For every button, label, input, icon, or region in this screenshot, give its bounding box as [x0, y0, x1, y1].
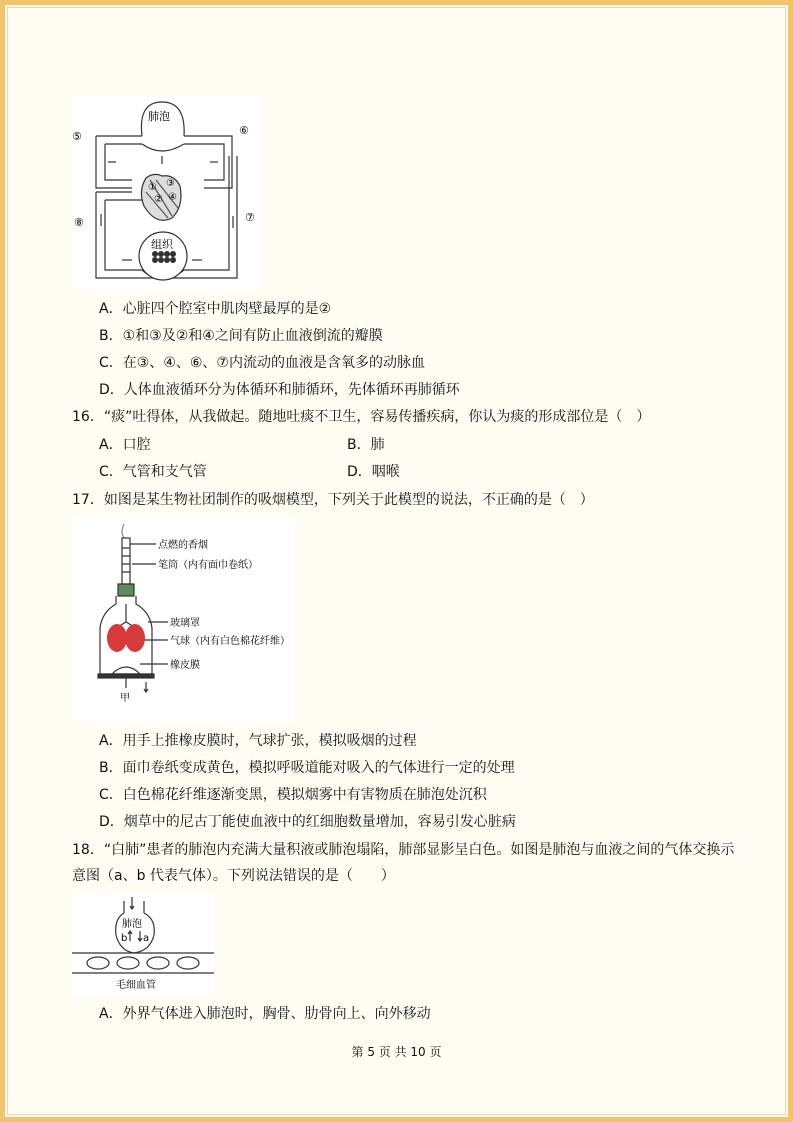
heart-number-4: ④: [168, 192, 177, 203]
q16-option-d: D．咽喉: [347, 464, 400, 480]
q17-option-c: C．白色棉花纤维逐渐变黑，模拟烟雾中有害物质在肺泡处沉积: [99, 787, 487, 803]
gas-exchange-diagram: [72, 895, 214, 995]
q17-option-b: B．面巾卷纸变成黄色，模拟呼吸道能对吸入的气体进行一定的处理: [99, 760, 515, 776]
smoking-model-figure: [72, 518, 294, 721]
q17-option-d: D．烟草中的尼古丁能使血液中的红细胞数量增加，容易引发心脏病: [99, 814, 516, 830]
vessel-number-7: ⑦: [245, 211, 255, 224]
q17-option-a: A．用手上推橡皮膜时，气球扩张，模拟吸烟的过程: [99, 733, 417, 749]
circulation-figure: [72, 96, 261, 289]
vessel-number-5: ⑤: [72, 130, 82, 143]
cigarette-label: 点燃的香烟: [158, 540, 208, 551]
q15-option-b: B．①和③及②和④之间有防止血液倒流的瓣膜: [99, 328, 383, 344]
q15-option-a: A．心脏四个腔室中肌肉壁最厚的是②: [99, 301, 332, 317]
q16-stem: 16．“痰”吐得体，从我做起。随地吐痰不卫生，容易传播疾病，你认为痰的形成部位是（ ）: [72, 409, 651, 425]
q18-stem-line1: 18．“白肺”患者的肺泡内充满大量积液或肺泡塌陷，肺部显影呈白色。如图是肺泡与血液之间的气体交换示: [72, 842, 735, 858]
vessel-number-8: ⑧: [74, 216, 84, 229]
q18-option-a: A．外界气体进入肺泡时，胸骨、肋骨向上、向外移动: [99, 1006, 431, 1022]
q15-option-d: D．人体血液循环分为体循环和肺循环，先体循环再肺循环: [99, 382, 460, 398]
jia-label: 甲: [120, 693, 130, 704]
bell-jar-label: 玻璃罩: [170, 618, 200, 629]
q18-stem-line2: 意图（a、b 代表气体）。下列说法错误的是（ ）: [72, 868, 395, 884]
heart-number-1: ①: [148, 182, 157, 193]
circulation-diagram: [72, 96, 261, 289]
heart-number-3: ③: [166, 178, 175, 189]
page-footer: 第 5 页 共 10 页: [351, 1045, 442, 1059]
q15-option-c: C．在③、④、⑥、⑦内流动的血液是含氧多的动脉血: [99, 355, 425, 371]
gas-exchange-figure: [72, 895, 214, 995]
q16-option-c: C．气管和支气管: [99, 464, 207, 480]
alveolus-label: 肺泡: [148, 110, 170, 123]
heart-number-2: ②: [154, 194, 163, 205]
capillary-label: 毛细血管: [116, 980, 156, 991]
rubber-membrane-label: 橡皮膜: [170, 660, 200, 671]
q17-stem: 17．如图是某生物社团制作的吸烟模型，下列关于此模型的说法，不正确的是（ ）: [72, 492, 594, 508]
tissue-label: 组织: [151, 238, 173, 251]
smoking-model-diagram: [72, 518, 294, 721]
gas-b-label: b: [121, 933, 128, 944]
q16-option-b: B．肺: [347, 437, 385, 453]
vessel-number-6: ⑥: [239, 124, 249, 137]
pen-tube-label: 笔筒（内有面巾卷纸）: [158, 560, 258, 571]
gas-a-label: a: [143, 933, 150, 944]
balloon-label: 气球（内有白色棉花纤维）: [170, 636, 290, 647]
q16-option-a: A．口腔: [99, 437, 151, 453]
alveolus-label: 肺泡: [122, 919, 142, 930]
